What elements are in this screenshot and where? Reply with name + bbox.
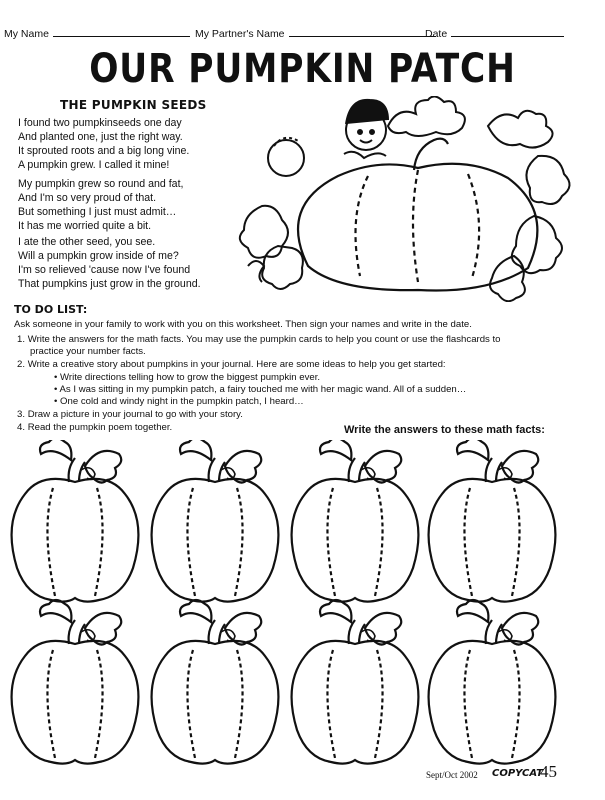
todo-heading: TO DO LIST: (14, 303, 88, 316)
todo-text: Write the answers for the math facts. You may use the pumpkin cards to help you count or use the flashcards to (27, 334, 501, 345)
date-line[interactable] (451, 27, 564, 37)
poem-stanza-3 (18, 235, 201, 291)
partner-line[interactable] (289, 27, 436, 37)
pumpkin-leaf (40, 600, 71, 622)
poem-line: I'm so relieved 'cause now I've found (18, 264, 191, 276)
pumpkin-leaf (180, 440, 211, 460)
pumpkin-child-illustration (238, 96, 578, 302)
pumpkin-answer-box[interactable] (292, 440, 419, 602)
partner-field[interactable] (195, 27, 436, 40)
poem-stanza-1 (18, 116, 189, 172)
todo-item-4 (17, 422, 172, 435)
todo-item-1 (17, 334, 501, 347)
poem-line: But something I just must admit… (18, 206, 177, 218)
todo-text: Write a creative story about pumpkins in your journal. Here are some ideas to help you get started: (27, 359, 446, 370)
pumpkin-leaf (85, 613, 121, 645)
poem-line: It sprouted roots and a big long vine. (18, 145, 190, 157)
todo-num: 3. (17, 409, 26, 420)
footer-brand-logo: COPYCAT (492, 768, 543, 779)
page-number: 45 (540, 762, 557, 781)
pumpkin-leaf (40, 440, 71, 460)
poem-line: My pumpkin grew so round and fat, (18, 178, 184, 190)
vine-curl (248, 261, 264, 282)
todo-item-2 (17, 359, 446, 372)
name-line[interactable] (53, 27, 190, 37)
bullet-item: • As I was sitting in my pumpkin patch, a fairy touched me with her magic wand. All of a sudden… (54, 384, 467, 395)
pumpkin-leaf (502, 451, 538, 483)
todo-item-1-cont: practice your number facts. (30, 346, 146, 357)
bullet-text: One cold and windy night in the pumpkin patch, I heard… (60, 396, 304, 407)
poem-line: I found two pumpkinseeds one day (18, 117, 182, 129)
pumpkin-leaf (502, 613, 538, 645)
pumpkin-outline (12, 479, 139, 602)
pumpkin-leaf (320, 600, 351, 622)
pumpkin-outline (292, 479, 419, 602)
pumpkin-answer-box[interactable] (12, 440, 139, 602)
pumpkin-answer-box[interactable] (292, 600, 419, 764)
pumpkin-outline (12, 641, 139, 764)
date-field[interactable] (425, 27, 564, 40)
page-title: OUR PUMPKIN PATCH (89, 46, 516, 92)
math-pumpkins (0, 440, 605, 768)
child (268, 100, 388, 176)
todo-num: 1. (17, 334, 26, 345)
todo-num: 2. (17, 359, 26, 370)
pumpkin-outline (152, 641, 279, 764)
poem-line: Will a pumpkin grow inside of me? (18, 250, 179, 262)
pumpkin-outline (152, 479, 279, 602)
pumpkin-leaf (320, 440, 351, 460)
bullet-text: As I was sitting in my pumpkin patch, a fairy touched me with her magic wand. All of a sudden… (59, 384, 467, 395)
poem-line: A pumpkin grew. I called it mine! (18, 159, 170, 171)
poem-title: THE PUMPKIN SEEDS (60, 98, 207, 112)
pumpkin-leaf (85, 451, 121, 483)
pumpkin-answer-box[interactable] (152, 440, 279, 602)
pumpkin-leaf (365, 451, 401, 483)
pumpkin-leaf (457, 600, 488, 622)
poem-line: It has me worried quite a bit. (18, 220, 152, 232)
pumpkin-leaf (180, 600, 211, 622)
bullet-item: • Write directions telling how to grow the biggest pumpkin ever. (54, 372, 321, 383)
pumpkin-big (298, 139, 537, 291)
footer-date: Sept/Oct 2002 (426, 770, 478, 780)
bullet-text: Write directions telling how to grow the biggest pumpkin ever. (60, 372, 321, 383)
todo-item-3 (17, 409, 243, 422)
name-field[interactable] (4, 27, 190, 40)
bullet-item: • One cold and windy night in the pumpkin patch, I heard… (54, 396, 304, 407)
todo-intro: Ask someone in your family to work with you on this worksheet. Then sign your names and write in the date. (14, 319, 472, 330)
poem-line: That pumpkins just grow in the ground. (18, 278, 201, 290)
math-heading: Write the answers to these math facts: (344, 424, 545, 436)
leaves (240, 96, 570, 301)
pumpkin-leaf (225, 451, 261, 483)
poem-line: I ate the other seed, you see. (18, 236, 156, 248)
pumpkin-answer-box[interactable] (429, 440, 556, 602)
pumpkin-outline (429, 479, 556, 602)
pumpkin-leaf (365, 613, 401, 645)
poem-line: And I'm so very proud of that. (18, 192, 157, 204)
pumpkin-answer-box[interactable] (429, 600, 556, 764)
todo-num: 4. (17, 422, 26, 433)
pumpkin-answer-box[interactable] (12, 600, 139, 764)
partner-label: My Partner's Name (195, 28, 285, 40)
name-label: My Name (4, 28, 49, 40)
pumpkin-leaf (457, 440, 488, 460)
todo-text: Draw a picture in your journal to go with your story. (27, 409, 243, 420)
date-label: Date (425, 28, 448, 40)
pumpkin-leaf (225, 613, 261, 645)
pumpkin-outline (292, 641, 419, 764)
poem-line: And planted one, just the right way. (18, 131, 183, 143)
todo-text: Read the pumpkin poem together. (27, 422, 173, 433)
poem-stanza-2 (18, 177, 183, 233)
pumpkin-outline (429, 641, 556, 764)
pumpkin-answer-box[interactable] (152, 600, 279, 764)
